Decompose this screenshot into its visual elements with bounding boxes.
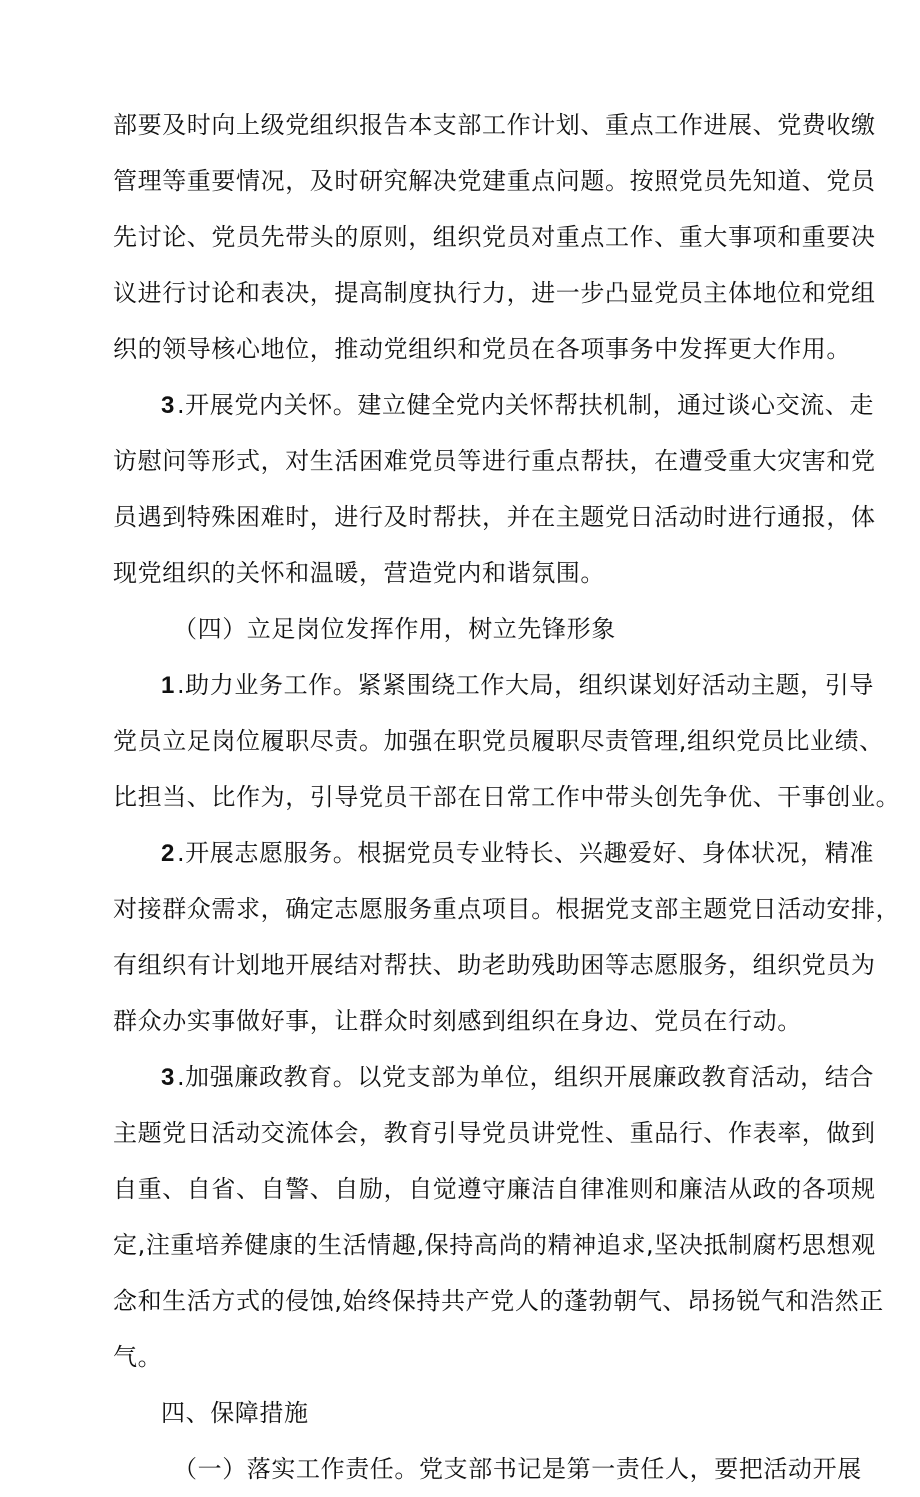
text-line: 比担当、比作为，引导党员干部在日常工作中带头创先争优、干事创业。 [113,783,901,811]
text-line: （一）落实工作责任。党支部书记是第一责任人，要把活动开展 [173,1455,862,1483]
text-line: 先讨论、党员先带头的原则，组织党员对重点工作、重大事项和重要决 [113,223,876,251]
item-number: 1 [161,672,175,699]
item-number: 2 [161,840,175,867]
text-line: 管理等重要情况，及时研究解决党建重点问题。按照党员先知道、党员 [113,167,876,195]
text-line: 气。 [113,1343,163,1371]
text-line: 现党组织的关怀和温暖，营造党内和谐氛围。 [113,559,605,587]
item-number: 3 [161,1064,175,1091]
text-line: 念和生活方式的侵蚀,始终保持共产党人的蓬勃朝气、昂扬锐气和浩然正 [113,1287,884,1315]
numbered-item-integrity [113,1049,874,1105]
text-line: 部要及时向上级党组织报告本支部工作计划、重点工作进展、党费收缴 [113,111,876,139]
section-heading-measures: 四、保障措施 [161,1399,309,1427]
numbered-item-business [113,657,874,713]
item-text: .加强廉政教育。以党支部为单位，组织开展廉政教育活动，结合 [176,1063,874,1091]
item-text: .开展党内关怀。建立健全党内关怀帮扶机制，通过谈心交流、走 [176,391,874,419]
text-line: 定,注重培养健康的生活情趣,保持高尚的精神追求,坚决抵制腐朽思想观 [113,1231,876,1259]
section-heading-four: （四）立足岗位发挥作用，树立先锋形象 [173,615,616,643]
text-line: 有组织有计划地开展结对帮扶、助老助残助困等志愿服务，组织党员为 [113,951,876,979]
item-text: .开展志愿服务。根据党员专业特长、兴趣爱好、身体状况，精准 [176,839,874,867]
numbered-item-volunteer [113,825,874,881]
text-line: 群众办实事做好事，让群众时刻感到组织在身边、党员在行动。 [113,1007,802,1035]
text-line: 访慰问等形式，对生活困难党员等进行重点帮扶，在遭受重大灾害和党 [113,447,876,475]
text-line: 织的领导核心地位，推动党组织和党员在各项事务中发挥更大作用。 [113,335,851,363]
text-line: 员遇到特殊困难时，进行及时帮扶，并在主题党日活动时进行通报，体 [113,503,876,531]
text-line: 主题党日活动交流体会，教育引导党员讲党性、重品行、作表率，做到 [113,1119,876,1147]
text-line: 党员立足岗位履职尽责。加强在职党员履职尽责管理,组织党员比业绩、 [113,727,884,755]
text-line: 自重、自省、自警、自励，自觉遵守廉洁自律准则和廉洁从政的各项规 [113,1175,876,1203]
document-body [113,97,901,1497]
item-text: .助力业务工作。紧紧围绕工作大局，组织谋划好活动主题，引导 [176,671,874,699]
numbered-item-care [113,377,874,433]
text-line: 对接群众需求，确定志愿服务重点项目。根据党支部主题党日活动安排， [113,895,901,923]
item-number: 3 [161,392,175,419]
text-line: 议进行讨论和表决，提高制度执行力，进一步凸显党员主体地位和党组 [113,279,876,307]
